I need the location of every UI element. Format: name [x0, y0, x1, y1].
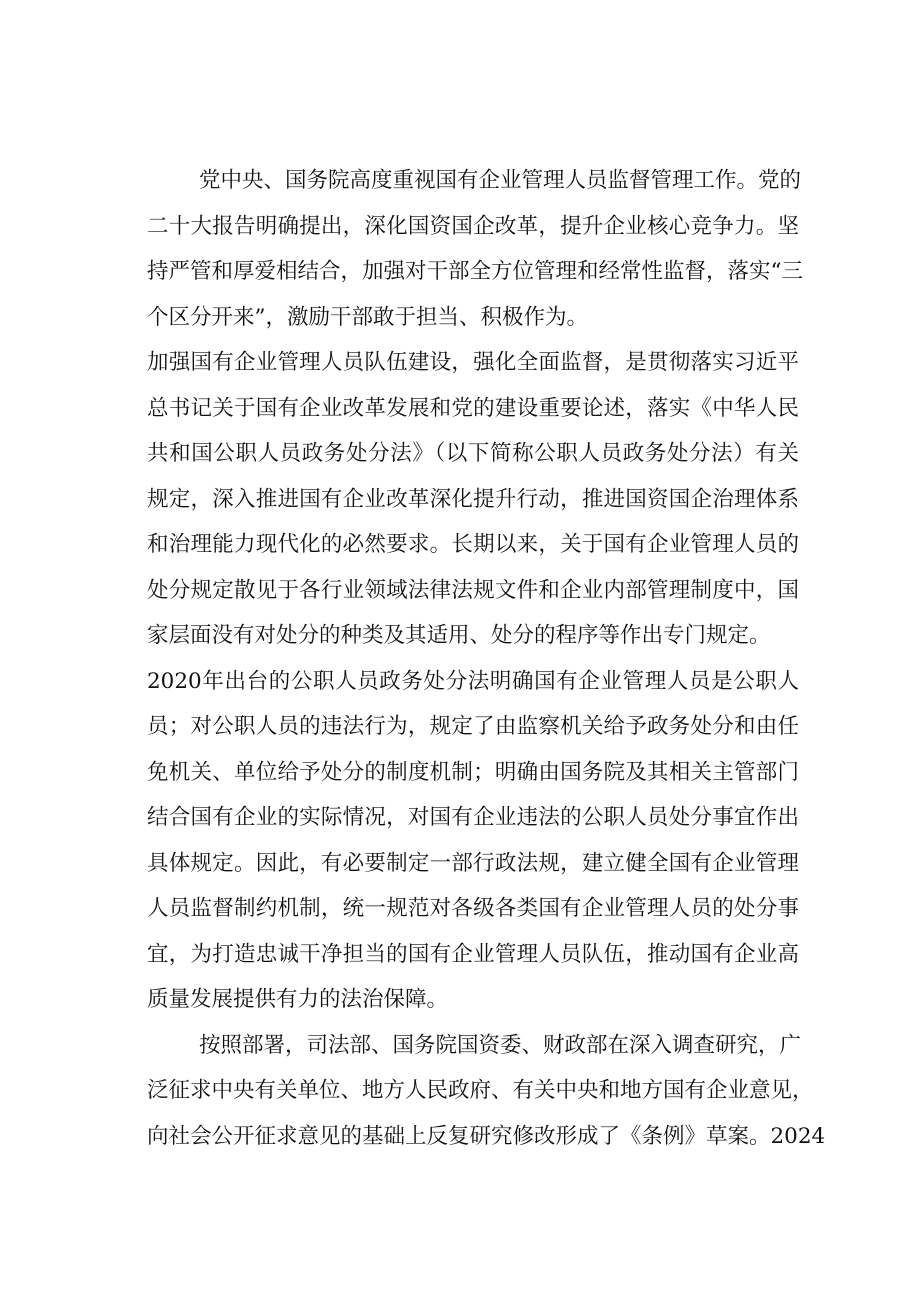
paragraph-1-line-3: 持严管和厚爱相结合，加强对干部全方位管理和经常性监督，落实“三 — [147, 259, 803, 284]
paragraph-4-line-2: 泛征求中央有关单位、地方人民政府、有关中央和地方国有企业意见， — [147, 1078, 814, 1103]
paragraph-2-line-6: 处分规定散见于各行业领域法律法规文件和企业内部管理制度中，国 — [147, 577, 799, 603]
paragraph-3-line-5: 具体规定。因此，有必要制定一部行政法规，建立健全国有企业管理 — [147, 850, 799, 876]
paragraph-2-line-3: 共和国公职人员政务处分法》（以下简称公职人员政务处分法）有关 — [147, 441, 799, 466]
paragraph-3-line-3: 免机关、单位给予处分的制度机制；明确由国务院及其相关主管部门 — [147, 759, 799, 785]
paragraph-2-line-7: 家层面没有对处分的种类及其适用、处分的程序等作出专门规定。 — [147, 623, 771, 648]
paragraph-2-line-2: 总书记关于国有企业改革发展和党的建设重要论述，落实《中华人民 — [147, 395, 799, 421]
paragraph-2-line-4: 规定，深入推进国有企业改革深化提升行动，推进国资国企治理体系 — [147, 486, 799, 512]
document-body — [147, 158, 826, 1159]
paragraph-1-line-4: 个区分开来”，激励干部敢于担当、积极作为。 — [147, 304, 588, 330]
paragraph-3-line-4: 结合国有企业的实际情况，对国有企业违法的公职人员处分事宜作出 — [147, 805, 799, 830]
paragraph-3-line-8: 质量发展提供有力的法治保障。 — [147, 987, 449, 1012]
paragraph-3-line-1: 2020年出台的公职人员政务处分法明确国有企业管理人员是公职人 — [147, 668, 799, 694]
paragraph-3-line-2: 员；对公职人员的违法行为，规定了由监察机关给予政务处分和由任 — [147, 714, 799, 739]
paragraph-4-line-1: 按照部署，司法部、国务院国资委、财政部在深入调查研究，广 — [199, 1032, 802, 1058]
paragraph-2-line-5: 和治理能力现代化的必然要求。长期以来，关于国有企业管理人员的 — [147, 532, 799, 557]
paragraph-2-line-1: 加强国有企业管理人员队伍建设，强化全面监督，是贯彻落实习近平 — [147, 350, 799, 375]
paragraph-1-line-2: 二十大报告明确提出，深化国资国企改革，提升企业核心竞争力。坚 — [147, 213, 799, 239]
paragraph-3-line-6: 人员监督制约机制，统一规范对各级各类国有企业管理人员的处分事 — [147, 896, 799, 921]
paragraph-4-line-3: 向社会公开征求意见的基础上反复研究修改形成了《条例》草案。2024 — [147, 1123, 826, 1149]
paragraph-1-line-1: 党中央、国务院高度重视国有企业管理人员监督管理工作。党的 — [199, 168, 802, 193]
paragraph-3-line-7: 宜，为打造忠诚干净担当的国有企业管理人员队伍，推动国有企业高 — [147, 941, 799, 967]
